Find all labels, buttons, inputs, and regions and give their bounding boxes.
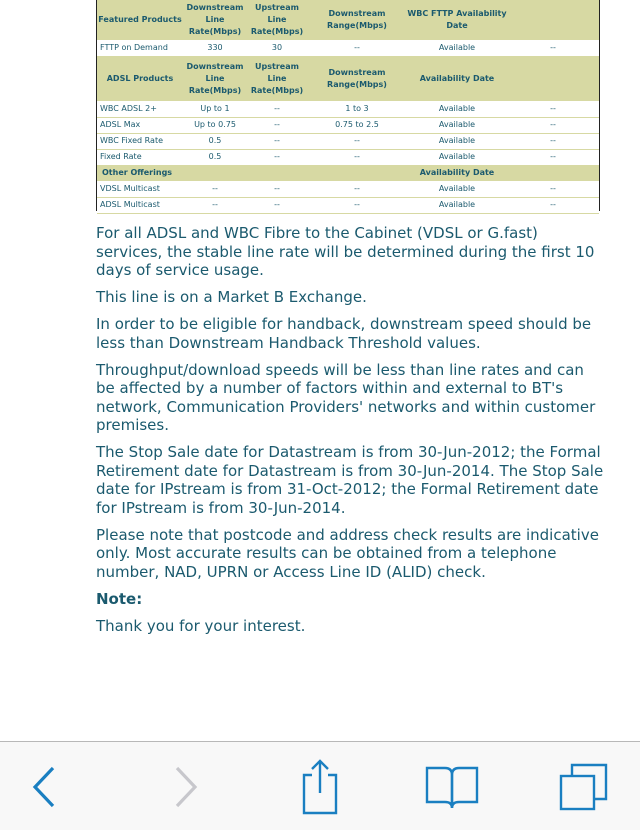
- bookmarks-button[interactable]: [424, 742, 480, 830]
- other-offerings-header: Other Offerings: [102, 168, 173, 178]
- featured-availability-header: WBC FTTP Availability Date: [407, 9, 507, 30]
- featured-products-header: Featured Products: [98, 15, 182, 24]
- downstream-range-cell: 1 to 3: [307, 101, 407, 117]
- stop-sale-paragraph: The Stop Sale date for Datastream is from 30-Jun-2012; the Formal Retirement date for Datastream is from 30-Jun-2014. The Stop Sale date for IPstream is from 31-Oct-2012; the Formal Retirement date for IPstream is from 30-Jun-2014.: [96, 443, 604, 517]
- table-row: [97, 101, 599, 117]
- availability-cell: Available: [407, 101, 507, 117]
- upstream-rate-cell: --: [247, 133, 307, 149]
- downstream-range-cell: --: [307, 197, 407, 213]
- upstream-rate-cell: --: [247, 197, 307, 213]
- chevron-right-icon: [174, 766, 198, 808]
- availability-cell: Available: [407, 149, 507, 165]
- availability-table-grid: [97, 0, 599, 214]
- featured-header-row: [97, 0, 599, 40]
- tabs-icon: [558, 761, 610, 813]
- extra-cell: --: [507, 197, 599, 213]
- share-icon: [300, 759, 340, 815]
- product-name: ADSL Max: [97, 117, 183, 133]
- adsl-extra-header: [507, 56, 599, 101]
- table-row: [97, 197, 599, 213]
- downstream-rate-cell: Up to 0.75: [183, 117, 247, 133]
- postcode-check-paragraph: Please note that postcode and address check results are indicative only. Most accurate results can be obtained from a telephone number, NAD, UPRN or Access Line ID (ALID) check.: [96, 525, 599, 581]
- downstream-rate-cell: --: [183, 197, 247, 213]
- availability-table: [96, 0, 600, 211]
- thanks-paragraph: Thank you for your interest.: [96, 616, 306, 635]
- downstream-rate-cell: 330: [183, 40, 247, 56]
- table-row: [97, 181, 599, 197]
- featured-downstream-range-header: Downstream Range(Mbps): [327, 9, 387, 30]
- downstream-rate-cell: 0.5: [183, 149, 247, 165]
- extra-cell: --: [507, 181, 599, 197]
- featured-upstream-rate-header: Upstream Line Rate(Mbps): [250, 3, 304, 36]
- availability-cell: Available: [407, 197, 507, 213]
- downstream-range-cell: --: [307, 40, 407, 56]
- table-row: [97, 40, 599, 56]
- stable-line-rate-paragraph: For all ADSL and WBC Fibre to the Cabinet (VDSL or G.fast) services, the stable line rate will be determined during the first 10 days of service usage.: [96, 224, 595, 279]
- table-row: [97, 133, 599, 149]
- product-name: VDSL Multicast: [97, 181, 183, 197]
- product-name: Fixed Rate: [97, 149, 183, 165]
- extra-cell: --: [507, 117, 599, 133]
- tabs-button[interactable]: [556, 742, 612, 830]
- downstream-range-cell: 0.75 to 2.5: [307, 117, 407, 133]
- product-name: WBC Fixed Rate: [97, 133, 183, 149]
- extra-cell: --: [507, 133, 599, 149]
- downstream-rate-cell: Up to 1: [183, 101, 247, 117]
- throughput-paragraph: Throughput/download speeds will be less than line rates and can be affected by a number of factors within and external to BT's network, Communication Providers' networks and within customer premises.: [96, 360, 596, 434]
- adsl-downstream-rate-header: Downstream Line Rate(Mbps): [186, 61, 244, 95]
- upstream-rate-cell: 30: [247, 40, 307, 56]
- downstream-rate-cell: 0.5: [183, 133, 247, 149]
- handback-paragraph: In order to be eligible for handback, downstream speed should be less than Downstream Handback Threshold values.: [96, 315, 592, 352]
- featured-downstream-rate-header: Downstream Line Rate(Mbps): [186, 3, 244, 36]
- market-exchange-paragraph: This line is on a Market B Exchange.: [96, 288, 367, 306]
- book-icon: [425, 764, 479, 810]
- table-row: [97, 117, 599, 133]
- downstream-rate-cell: --: [183, 181, 247, 197]
- featured-extra-header: [507, 0, 599, 40]
- share-button[interactable]: [296, 742, 344, 830]
- chevron-left-icon: [32, 766, 56, 808]
- availability-cell: Available: [407, 133, 507, 149]
- adsl-availability-header: Availability Date: [419, 73, 495, 83]
- adsl-upstream-rate-header: Upstream Line Rate(Mbps): [250, 61, 304, 95]
- info-text: [96, 224, 606, 644]
- browser-toolbar: [0, 741, 640, 830]
- availability-cell: Available: [407, 181, 507, 197]
- upstream-rate-cell: --: [247, 149, 307, 165]
- upstream-rate-cell: --: [247, 101, 307, 117]
- adsl-header-row: [97, 56, 599, 101]
- product-name: ADSL Multicast: [97, 197, 183, 213]
- upstream-rate-cell: --: [247, 181, 307, 197]
- availability-cell: Available: [407, 117, 507, 133]
- adsl-downstream-range-header: Downstream Range(Mbps): [327, 67, 387, 89]
- product-name: FTTP on Demand: [97, 40, 183, 56]
- forward-button[interactable]: [162, 742, 210, 830]
- extra-cell: --: [507, 101, 599, 117]
- extra-cell: --: [507, 149, 599, 165]
- other-header-row: [97, 165, 599, 181]
- downstream-range-cell: --: [307, 149, 407, 165]
- adsl-products-header: ADSL Products: [106, 73, 174, 83]
- downstream-range-cell: --: [307, 181, 407, 197]
- note-heading: Note:: [96, 589, 143, 608]
- table-row: [97, 149, 599, 165]
- availability-cell: Available: [407, 40, 507, 56]
- upstream-rate-cell: --: [247, 117, 307, 133]
- extra-cell: --: [507, 40, 599, 56]
- product-name: WBC ADSL 2+: [97, 101, 183, 117]
- downstream-range-cell: --: [307, 133, 407, 149]
- back-button[interactable]: [20, 742, 68, 830]
- other-availability-header: Availability Date: [419, 168, 495, 178]
